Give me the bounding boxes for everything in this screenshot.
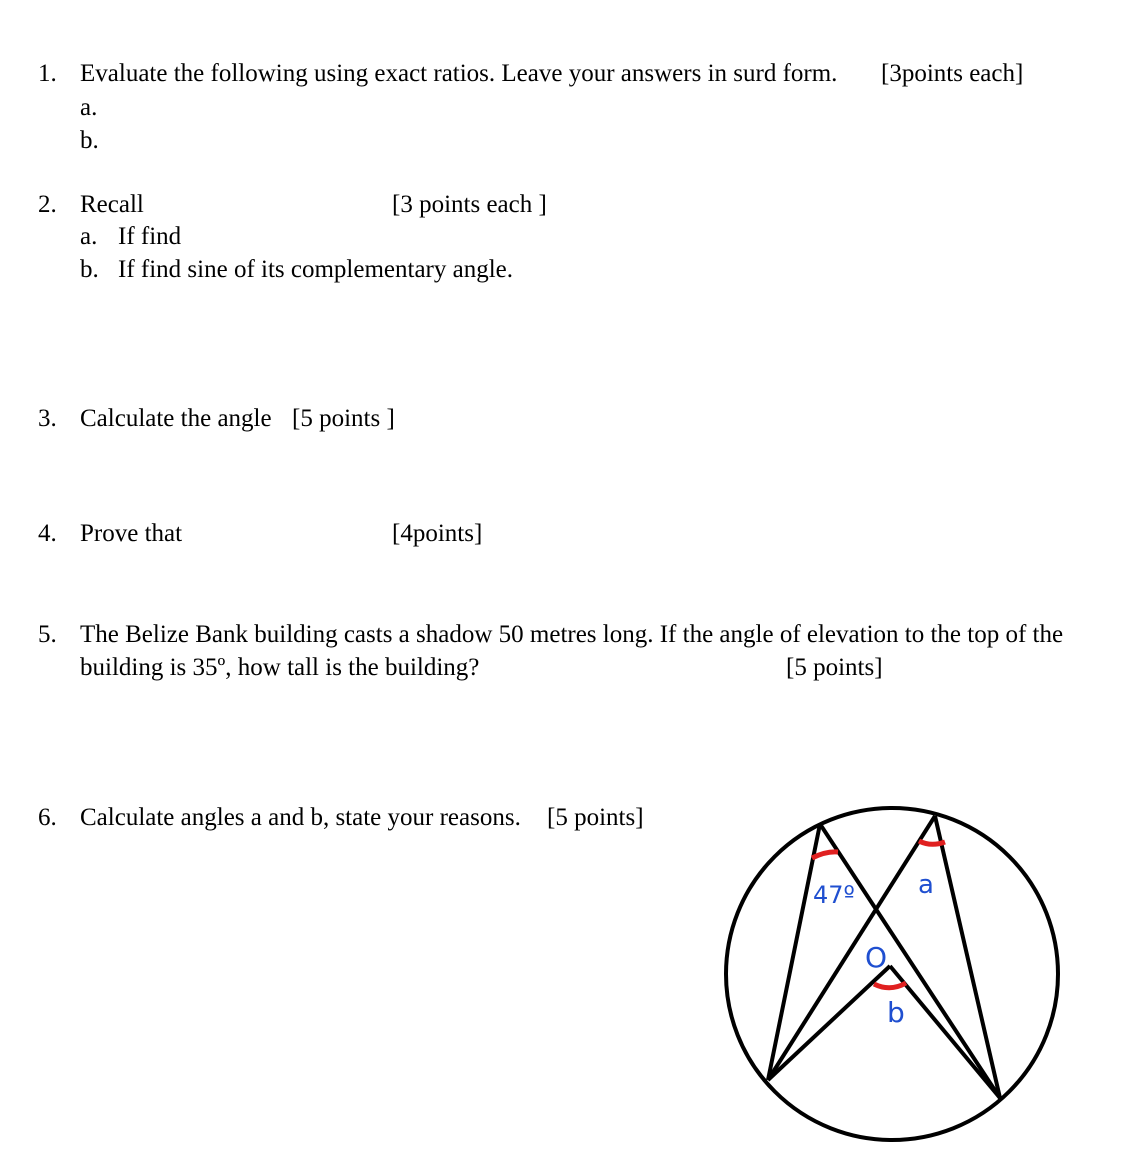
q1-text: Evaluate the following using exact ratios. Leave your answers in surd form. (80, 60, 838, 87)
q3-text: Calculate the angle (80, 405, 272, 432)
q1-part-a: a. (80, 94, 98, 121)
angle-b-label: b (887, 996, 905, 1029)
q4-number: 4. (38, 520, 57, 547)
q2-part-b-text: If find sine of its complementary angle. (118, 256, 514, 283)
q2-part-a-text: If find (118, 223, 182, 250)
circle-theorem-diagram (700, 790, 1080, 1150)
chord-right-top-to-bottom-right (935, 816, 1000, 1098)
q1-number: 1. (38, 60, 57, 87)
centre-o-label: O (865, 941, 888, 974)
q1-points: [3points each] (881, 60, 1024, 87)
angle-47-label: 47º (813, 881, 855, 909)
q2-number: 2. (38, 191, 57, 218)
q3-number: 3. (38, 405, 57, 432)
q4-text: Prove that (80, 520, 183, 547)
q2-points: [3 points each ] (392, 191, 547, 218)
q2-part-a-marker: a. (80, 223, 98, 250)
angle-a-arc (919, 841, 945, 844)
q5-line1: The Belize Bank building casts a shadow 50 metres long. If the angle of elevation to the top of the (80, 621, 1064, 648)
q5-line2: building is 35º, how tall is the building? (80, 654, 480, 681)
angle-a-label: a (918, 870, 934, 900)
q6-points: [5 points] (547, 804, 644, 831)
q6-number: 6. (38, 804, 57, 831)
q4-points: [4points] (392, 520, 483, 547)
angle-b-arc (874, 983, 906, 988)
q5-number: 5. (38, 621, 57, 648)
q2-text: Recall (80, 191, 144, 218)
q1-part-b: b. (80, 127, 99, 154)
circle-outline (726, 808, 1058, 1140)
q6-text: Calculate angles a and b, state your reasons. (80, 804, 521, 831)
q2-part-b-marker: b. (80, 256, 99, 283)
chord-left-top-to-bottom-right (820, 824, 1000, 1098)
q3-points: [5 points ] (292, 405, 395, 432)
q5-points: [5 points] (786, 654, 883, 681)
